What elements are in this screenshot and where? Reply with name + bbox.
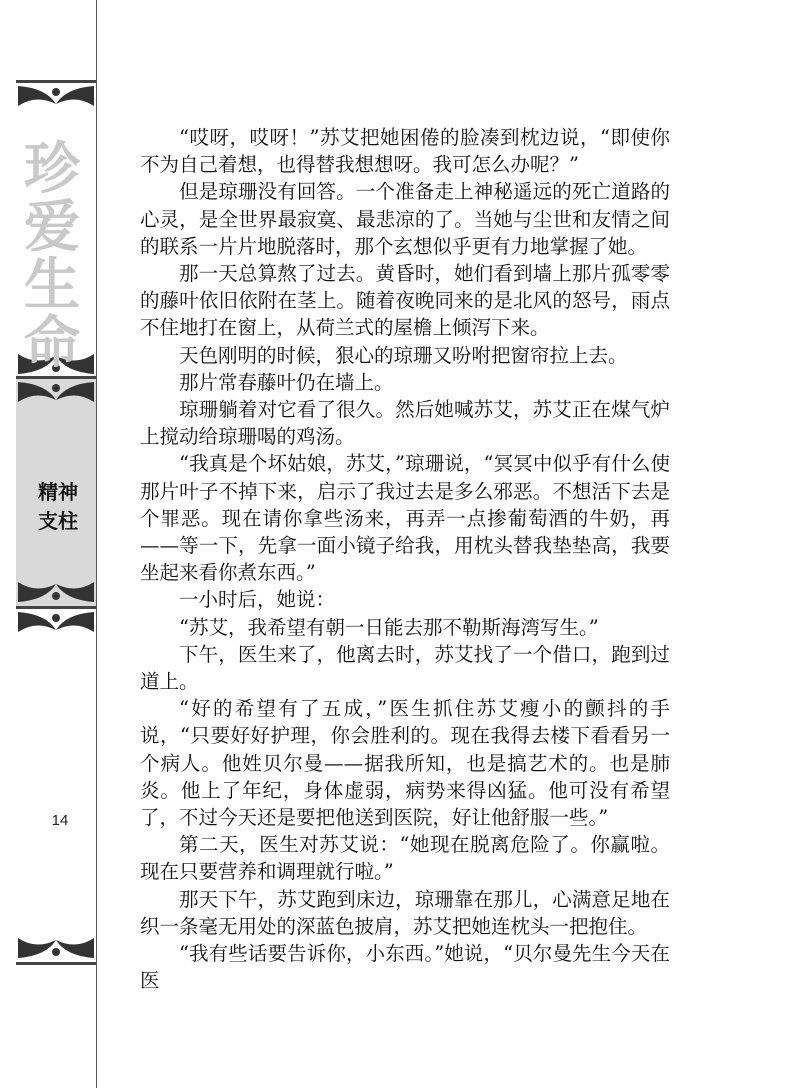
margin-rule [16, 962, 96, 965]
paragraph: 天色刚明的时候，狠心的琼珊又吩咐把窗帘拉上去。 [179, 343, 628, 367]
ornament-icon [16, 84, 96, 124]
paragraph: 琼珊躺着对它看了很久。然后她喊苏艾，苏艾正在煤气炉上搅动给琼珊喝的鸡汤。 [140, 398, 670, 449]
paragraph: 那一天总算熬了过去。黄昏时，她们看到墙上那片孤零零的藤叶依旧依附在茎上。随着夜晚同来的是北风的怒号，雨点不住地打在窗上，从荷兰式的屋檐上倾泻下来。 [140, 262, 670, 340]
paragraph: 第二天，医生对苏艾说：“她现在脱离危险了。你赢啦。现在只要营养和调理就行啦。” [140, 833, 670, 884]
page-number: 14 [51, 812, 69, 829]
body-text [140, 124, 670, 995]
paragraph: 那片常春藤叶仍在墙上。 [179, 370, 394, 394]
ornament-icon [16, 610, 96, 650]
paragraph: “苏艾，我希望有朝一日能去那不勒斯海湾写生。” [179, 615, 599, 639]
margin-divider-line [96, 0, 97, 1088]
section-title: 精神支柱 [38, 480, 78, 533]
margin-rule [16, 376, 96, 379]
paragraph: “我有些话要告诉你，小东西。”她说，“贝尔曼先生今天在医 [140, 942, 670, 993]
paragraph: 下午，医生来了，他离去时，苏艾找了一个借口，跑到过道上。 [140, 642, 670, 694]
paragraph: “好的希望有了五成，”医生抓住苏艾瘦小的颤抖的手说，“只要好好护理，你会胜利的。现在我得去楼下看看另一个病人。他姓贝尔曼——据我所知，也是搞艺术的。也是肺炎。他上了年纪，身体虚弱，病势来得凶猛。他可没有希望了，不过今天还是要把他送到医院，好让他舒服一些。” [140, 697, 670, 830]
book-title: 珍爱生命 [24, 136, 80, 376]
margin-rule [16, 80, 96, 83]
paragraph: 那天下午，苏艾跑到床边，琼珊靠在那儿，心满意足地在织一条毫无用处的深蓝色披肩，苏艾把她连枕头一把抱住。 [140, 887, 670, 938]
ornament-icon [16, 380, 96, 420]
paragraph: “哎呀，哎呀！”苏艾把她困倦的脸凑到枕边说，“即使你不为自己着想，也得替我想想呀。我可怎么办呢？” [140, 126, 670, 177]
margin-rule [16, 606, 96, 609]
paragraph: “我真是个坏姑娘，苏艾，”琼珊说，“冥冥中似乎有什么使那片叶子不掉下来，启示了我过去是多么邪恶。不想活下去是个罪恶。现在请你拿些汤来，再弄一点掺葡萄酒的牛奶，再——等一下，先拿一面小镜子给我，用枕头替我垫垫高，我要坐起来看你煮东西。” [140, 452, 670, 585]
ornament-icon [16, 920, 96, 960]
ornament-icon [16, 564, 96, 604]
paragraph: 但是琼珊没有回答。一个准备走上神秘遥远的死亡道路的心灵，是全世界最寂寞、最悲凉的了。当她与尘世和友情之间的联系一片片地脱落时，那个玄想似乎更有力地掌握了她。 [140, 180, 670, 258]
paragraph: 一小时后，她说： [179, 588, 336, 612]
